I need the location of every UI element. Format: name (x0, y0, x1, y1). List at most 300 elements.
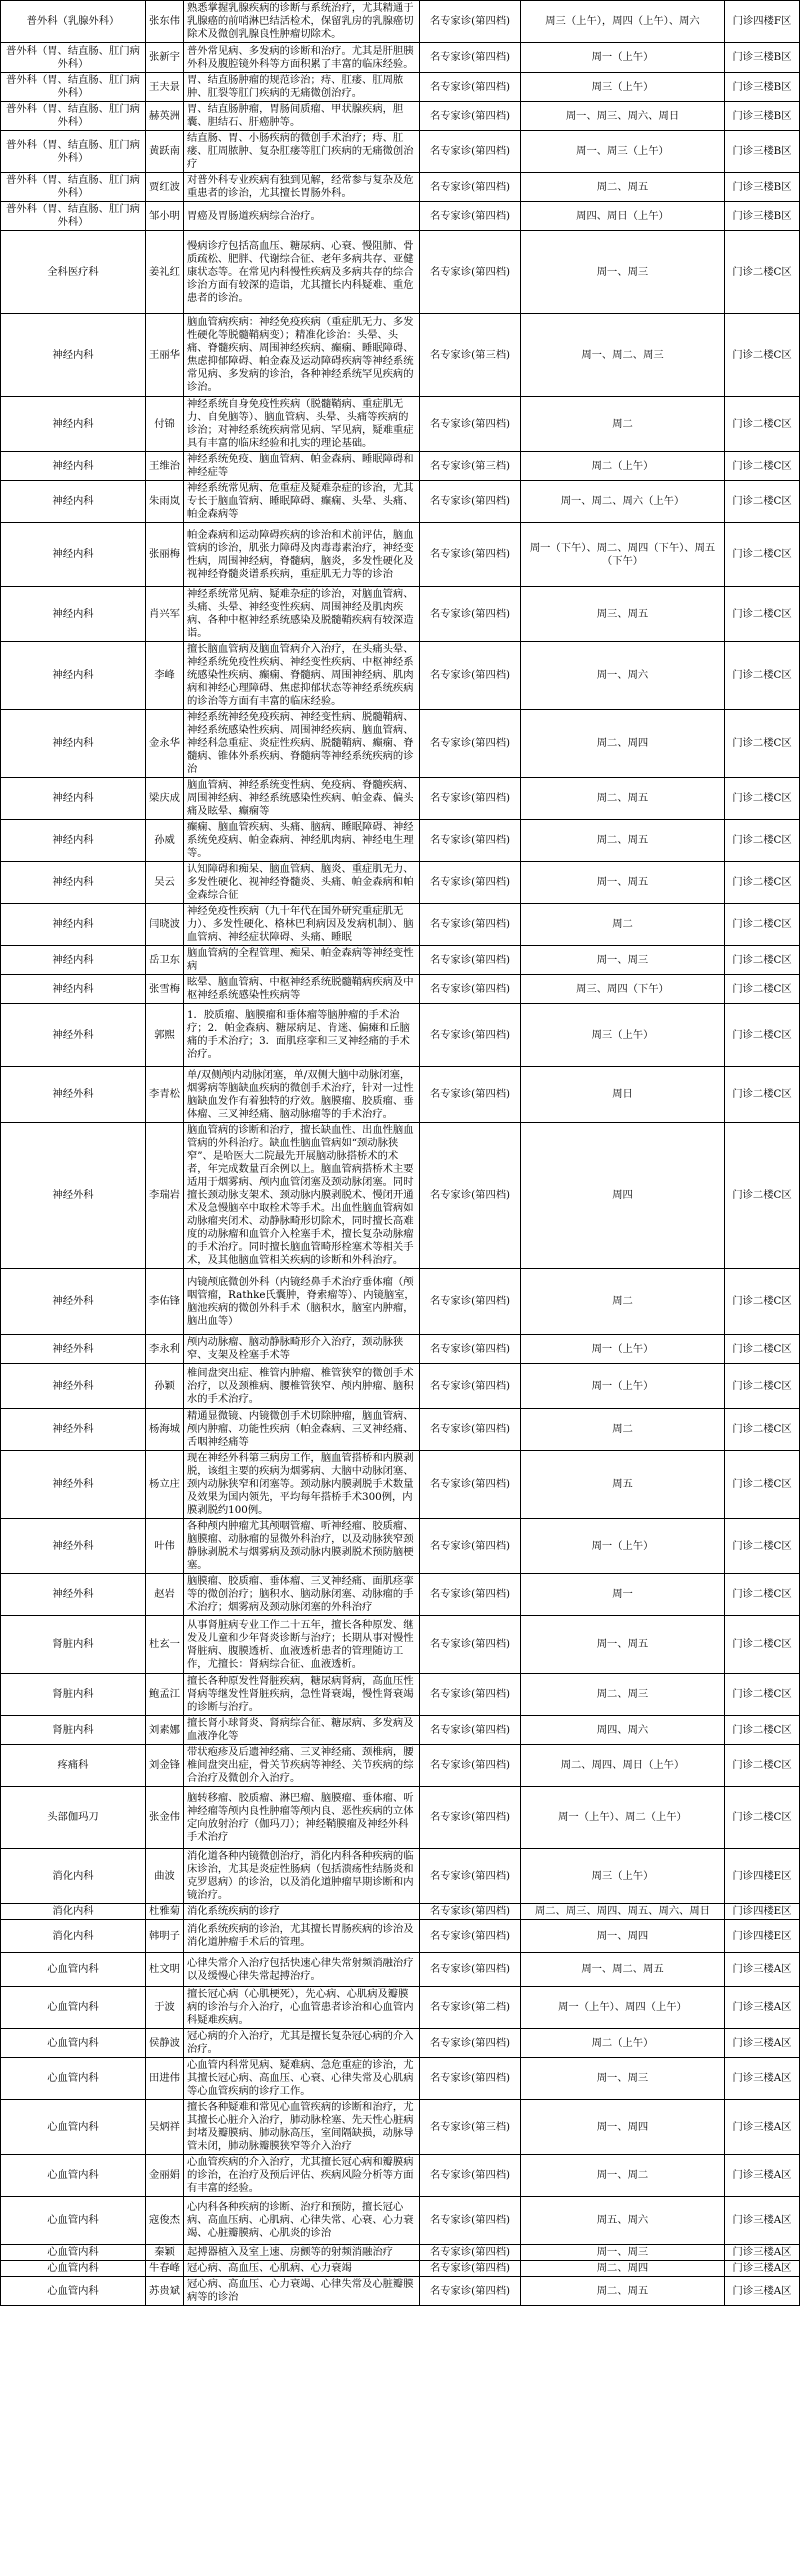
doctor-name-cell: 杨海城 (146, 1409, 184, 1451)
table-row (1, 102, 800, 131)
clinic-level-cell: 名专家诊(第四档) (420, 73, 521, 102)
department-cell: 神经内科 (1, 862, 146, 904)
department-cell: 心血管内科 (1, 2245, 146, 2261)
table-row (1, 1674, 800, 1716)
specialty-cell: 脑转移瘤、胶质瘤、淋巴瘤、脑膜瘤、垂体瘤、听神经瘤等颅内良性肿瘤等颅内良、恶性疾病的立体定向放射治疗（伽玛刀）；神经鞘膜瘤及神经外科手术治疗 (184, 1787, 420, 1849)
schedule-cell: 周二 (521, 1409, 725, 1451)
location-cell: 门诊二楼C区 (725, 642, 800, 710)
table-row (1, 778, 800, 820)
location-cell: 门诊三楼A区 (725, 1987, 800, 2029)
department-cell: 肾脏内科 (1, 1674, 146, 1716)
schedule-cell: 周四、周日（上午） (521, 202, 725, 231)
schedule-cell: 周一、周三 (521, 2245, 725, 2261)
clinic-level-cell: 名专家诊(第四档) (420, 1574, 521, 1616)
clinic-level-cell: 名专家诊(第四档) (420, 2277, 521, 2306)
schedule-cell: 周一、周四 (521, 1920, 725, 1953)
location-cell: 门诊三楼B区 (725, 202, 800, 231)
doctor-name-cell: 鲍孟江 (146, 1674, 184, 1716)
department-cell: 神经内科 (1, 314, 146, 397)
doctor-name-cell: 张新宇 (146, 43, 184, 73)
department-cell: 普外科（胃、结直肠、肛门病外科） (1, 102, 146, 131)
specialty-cell: 颅内动脉瘤、脑动静脉畸形介入治疗，颈动脉狭窄、支架及栓塞手术等 (184, 1335, 420, 1364)
table-row (1, 231, 800, 314)
clinic-level-cell: 名专家诊(第四档) (420, 1674, 521, 1716)
clinic-level-cell: 名专家诊(第四档) (420, 1335, 521, 1364)
location-cell: 门诊三楼A区 (725, 2197, 800, 2245)
schedule-cell: 周一（上午） (521, 1335, 725, 1364)
department-cell: 心血管内科 (1, 1953, 146, 1987)
department-cell: 普外科（胃、结直肠、肛门病外科） (1, 131, 146, 173)
clinic-level-cell: 名专家诊(第四档) (420, 1519, 521, 1574)
clinic-level-cell: 名专家诊(第三档) (420, 314, 521, 397)
schedule-cell: 周二、周四 (521, 2261, 725, 2277)
table-row (1, 314, 800, 397)
clinic-level-cell: 名专家诊(第四档) (420, 2197, 521, 2245)
clinic-level-cell: 名专家诊(第四档) (420, 975, 521, 1004)
schedule-cell: 周三（上午） (521, 1849, 725, 1904)
location-cell: 门诊二楼C区 (725, 1519, 800, 1574)
department-cell: 神经外科 (1, 1519, 146, 1574)
table-row (1, 1920, 800, 1953)
specialty-cell: 脑血管病疾病：神经免疫疾病（重症肌无力、多发性硬化等脱髓鞘病变）；精准化诊治：头晕、头痛、脊髓疾病、周围神经疾病、癫痫、睡眠障碍、焦虑抑郁障碍、帕金森及运动障碍疾病等神经系统常见病、多发病的诊治，各种神经系统罕见疾病的诊治。 (184, 314, 420, 397)
location-cell: 门诊二楼C区 (725, 452, 800, 481)
table-row (1, 2245, 800, 2261)
doctor-name-cell: 叶伟 (146, 1519, 184, 1574)
table-row (1, 2197, 800, 2245)
doctor-name-cell: 张东伟 (146, 1, 184, 43)
location-cell: 门诊三楼A区 (725, 2058, 800, 2100)
specialty-cell: 椎间盘突出症、椎管内肿瘤、椎管狭窄的微创手术治疗，以及颈椎病、腰椎管狭窄、颅内肿瘤、脑积水的手术治疗。 (184, 1364, 420, 1409)
doctor-name-cell: 寇俊杰 (146, 2197, 184, 2245)
doctor-name-cell: 黄跃南 (146, 131, 184, 173)
table-row (1, 1269, 800, 1335)
schedule-cell: 周二 (521, 397, 725, 452)
doctor-name-cell: 杜文明 (146, 1953, 184, 1987)
schedule-cell: 周一、周三（上午） (521, 131, 725, 173)
table-row (1, 1364, 800, 1409)
schedule-cell: 周三（上午） (521, 73, 725, 102)
doctor-name-cell: 赫英洲 (146, 102, 184, 131)
location-cell: 门诊二楼C区 (725, 1616, 800, 1674)
specialty-cell: 熟悉掌握乳腺疾病的诊断与系统治疗，尤其精通于乳腺癌的前哨淋巴结活检术，保留乳房的乳腺癌切除术及微创乳腺良性肿瘤切除术。 (184, 1, 420, 43)
location-cell: 门诊三楼B区 (725, 73, 800, 102)
department-cell: 神经内科 (1, 778, 146, 820)
table-row (1, 710, 800, 778)
table-row (1, 820, 800, 862)
specialty-cell: 内镜颅底微创外科（内镜经鼻手术治疗垂体瘤（颅咽管瘤，Rathke氏囊肿，脊索瘤等）、内镜脑室，脑池疾病的微创外科手术（脑积水，脑室内肿瘤，脑出血等） (184, 1269, 420, 1335)
doctor-name-cell: 李佑锋 (146, 1269, 184, 1335)
schedule-cell: 周一、周五 (521, 862, 725, 904)
specialty-cell: 神经系统神经免疫疾病、神经变性病、脱髓鞘病、神经系统感染性疾病、周围神经疾病、脑血管病、神经科急重症、炎症性疾病、脱髓鞘病、癫痫、脊髓病、锥体外系疾病、脊髓病等神经系统疾病的诊治 (184, 710, 420, 778)
schedule-cell: 周二、周三、周四、周五、周六、周日 (521, 1904, 725, 1920)
table-row (1, 1716, 800, 1745)
table-row (1, 1123, 800, 1269)
clinic-level-cell: 名专家诊(第四档) (420, 1920, 521, 1953)
clinic-level-cell: 名专家诊(第四档) (420, 173, 521, 202)
location-cell: 门诊四楼E区 (725, 1904, 800, 1920)
doctor-name-cell: 张丽梅 (146, 523, 184, 587)
doctor-name-cell: 金丽娟 (146, 2155, 184, 2197)
department-cell: 消化内科 (1, 1904, 146, 1920)
schedule-cell: 周二、周五 (521, 820, 725, 862)
table-row (1, 1335, 800, 1364)
location-cell: 门诊三楼A区 (725, 2261, 800, 2277)
doctor-name-cell: 李永利 (146, 1335, 184, 1364)
location-cell: 门诊二楼C区 (725, 231, 800, 314)
location-cell: 门诊三楼A区 (725, 2245, 800, 2261)
clinic-level-cell: 名专家诊(第四档) (420, 1953, 521, 1987)
doctor-name-cell: 赵岩 (146, 1574, 184, 1616)
table-row (1, 1519, 800, 1574)
doctor-name-cell: 侯静波 (146, 2029, 184, 2058)
specialty-cell: 对普外科专业疾病有独到见解，经常参与复杂及危重患者的诊治，尤其擅长胃肠外科。 (184, 173, 420, 202)
table-row (1, 1745, 800, 1787)
specialty-cell: 胃、结直肠肿瘤的规范诊治；痔、肛瘘、肛周脓肿、肛裂等肛门疾病的无痛微创治疗。 (184, 73, 420, 102)
doctor-name-cell: 闫晓波 (146, 904, 184, 946)
schedule-cell: 周二、周四、周日（上午） (521, 1745, 725, 1787)
clinic-level-cell: 名专家诊(第四档) (420, 102, 521, 131)
department-cell: 消化内科 (1, 1849, 146, 1904)
table-row (1, 1904, 800, 1920)
department-cell: 心血管内科 (1, 2197, 146, 2245)
location-cell: 门诊二楼C区 (725, 820, 800, 862)
specialty-cell: 心内科各种疾病的诊断、治疗和预防，擅长冠心病、高血压病、心肌病、心律失常、心衰、心力衰竭、心脏瓣膜病、心肌炎的诊治 (184, 2197, 420, 2245)
department-cell: 心血管内科 (1, 2277, 146, 2306)
schedule-cell: 周一（上午） (521, 1364, 725, 1409)
doctor-name-cell: 杜玄一 (146, 1616, 184, 1674)
specialty-cell: 癫痫、脑血管疾病、头痛、脑病、睡眠障碍、神经系统免疫病、帕金森病、神经肌肉病、神经电生理等。 (184, 820, 420, 862)
doctor-name-cell: 王维治 (146, 452, 184, 481)
location-cell: 门诊四楼F区 (725, 1, 800, 43)
specialty-cell: 从事肾脏病专业工作二十五年，擅长各种原发、继发及儿童和少年肾炎诊断与治疗；长期从事对慢性肾脏病、腹膜透析、血液透析患者的管理随访工作，尤擅长：肾病综合征、血液透析。 (184, 1616, 420, 1674)
clinic-level-cell: 名专家诊(第四档) (420, 587, 521, 642)
department-cell: 神经内科 (1, 820, 146, 862)
location-cell: 门诊二楼C区 (725, 587, 800, 642)
table-row (1, 904, 800, 946)
table-row (1, 2261, 800, 2277)
schedule-cell: 周三、周五 (521, 587, 725, 642)
specialty-cell: 擅长脑血管病及脑血管病介入治疗，在头痛头晕、神经系统免疫性疾病、神经变性疾病、中枢神经系统感染性疾病、癫痫、脊髓病、周围神经病、肌肉病和神经心理障碍、焦虑抑郁状态等神经系统疾病的诊治等方面有丰富的临床经验。 (184, 642, 420, 710)
table-row (1, 523, 800, 587)
table-row (1, 1451, 800, 1519)
table-row (1, 2277, 800, 2306)
doctor-name-cell: 王丽华 (146, 314, 184, 397)
clinic-level-cell: 名专家诊(第四档) (420, 481, 521, 523)
clinic-level-cell: 名专家诊(第四档) (420, 1616, 521, 1674)
location-cell: 门诊二楼C区 (725, 975, 800, 1004)
schedule-cell: 周三（上午），周四（上午）、周六 (521, 1, 725, 43)
specialty-cell: 心血管疾病的介入治疗，尤其擅长冠心病和瓣膜病的诊治，在治疗及预后评估、疾病风险分析等方面有丰富的经验。 (184, 2155, 420, 2197)
clinic-level-cell: 名专家诊(第四档) (420, 1716, 521, 1745)
clinic-level-cell: 名专家诊(第四档) (420, 778, 521, 820)
department-cell: 神经外科 (1, 1004, 146, 1067)
clinic-level-cell: 名专家诊(第四档) (420, 1409, 521, 1451)
department-cell: 普外科（胃、结直肠、肛门病外科） (1, 43, 146, 73)
clinic-level-cell: 名专家诊(第四档) (420, 642, 521, 710)
department-cell: 神经外科 (1, 1451, 146, 1519)
specialty-cell: 冠心病、高血压、心力衰竭、心律失常及心脏瓣膜病等的诊治 (184, 2277, 420, 2306)
specialty-cell: 认知障碍和痴呆、脑血管病、脑炎、重症肌无力、多发性硬化、视神经脊髓炎、头痛、帕金森病和帕金森综合征 (184, 862, 420, 904)
table-row (1, 202, 800, 231)
department-cell: 神经内科 (1, 710, 146, 778)
department-cell: 神经内科 (1, 946, 146, 975)
specialty-cell: 眩晕、脑血管病、中枢神经系统脱髓鞘病疾病及中枢神经系统感染性疾病等 (184, 975, 420, 1004)
specialty-cell: 擅长肾小球肾炎、肾病综合征、糖尿病、多发病及血液净化等 (184, 1716, 420, 1745)
schedule-cell: 周三、周四（下午） (521, 975, 725, 1004)
schedule-cell: 周一 (521, 1574, 725, 1616)
clinic-level-cell: 名专家诊(第二档) (420, 1987, 521, 2029)
schedule-cell: 周二、周五 (521, 778, 725, 820)
schedule-cell: 周四、周六 (521, 1716, 725, 1745)
location-cell: 门诊二楼C区 (725, 1451, 800, 1519)
specialty-cell: 慢病诊疗包括高血压、糖尿病、心衰、慢阻肺、骨质疏松、肥胖、代谢综合征、老年多病共存、亚健康状态等。在常见内科慢性疾病及多病共存的综合诊治方面有较深的造诣，尤其擅长内科疑难、重危患者的诊治。 (184, 231, 420, 314)
specialty-cell: 脑膜瘤、胶质瘤、垂体瘤、三叉神经痛、面肌痉挛等的微创治疗；脑积水、脑动脉闭塞、动脉瘤的手术治疗；烟雾病及颈动脉闭塞的外科治疗 (184, 1574, 420, 1616)
table-row (1, 1849, 800, 1904)
department-cell: 神经外科 (1, 1364, 146, 1409)
table-row (1, 1787, 800, 1849)
schedule-cell: 周二、周三 (521, 1674, 725, 1716)
schedule-cell: 周二 (521, 1269, 725, 1335)
table-row (1, 73, 800, 102)
table-row (1, 173, 800, 202)
schedule-cell: 周四 (521, 1123, 725, 1269)
schedule-cell: 周一（上午） (521, 43, 725, 73)
doctor-name-cell: 刘素娜 (146, 1716, 184, 1745)
location-cell: 门诊二楼C区 (725, 1745, 800, 1787)
table-row (1, 1987, 800, 2029)
doctor-name-cell: 杨立庄 (146, 1451, 184, 1519)
table-row (1, 975, 800, 1004)
table-row (1, 1953, 800, 1987)
doctor-name-cell: 曲波 (146, 1849, 184, 1904)
department-cell: 神经内科 (1, 397, 146, 452)
schedule-cell: 周二 (521, 904, 725, 946)
table-row (1, 2155, 800, 2197)
specialty-cell: 普外常见病、多发病的诊断和治疗。尤其是肝胆胰外科及腹腔镜外科等方面积累了丰富的临床经验。 (184, 43, 420, 73)
table-row (1, 481, 800, 523)
specialty-cell: 胃、结直肠肿瘤，胃肠间质瘤、甲状腺疾病，胆囊、胆结石、肝癌肿等。 (184, 102, 420, 131)
schedule-cell: 周二（上午） (521, 452, 725, 481)
location-cell: 门诊二楼C区 (725, 1004, 800, 1067)
doctor-name-cell: 王夫景 (146, 73, 184, 102)
location-cell: 门诊二楼C区 (725, 523, 800, 587)
specialty-cell: 带状疱疹及后遗神经痛、三叉神经痛、颈椎病，腰椎间盘突出症，骨关节疾病等神经、关节疾病的综合治疗及微创介入治疗。 (184, 1745, 420, 1787)
clinic-level-cell: 名专家诊(第四档) (420, 946, 521, 975)
doctor-name-cell: 张金伟 (146, 1787, 184, 1849)
clinic-level-cell: 名专家诊(第四档) (420, 397, 521, 452)
schedule-cell: 周一、周六 (521, 642, 725, 710)
doctor-name-cell: 邹小明 (146, 202, 184, 231)
doctor-name-cell: 苏贵斌 (146, 2277, 184, 2306)
department-cell: 神经内科 (1, 481, 146, 523)
department-cell: 神经内科 (1, 452, 146, 481)
schedule-cell: 周二、周五 (521, 2277, 725, 2306)
location-cell: 门诊二楼C区 (725, 904, 800, 946)
location-cell: 门诊三楼A区 (725, 1953, 800, 1987)
doctor-name-cell: 肖兴军 (146, 587, 184, 642)
specialty-cell: 各种颅内肿瘤尤其颅咽管瘤、听神经瘤、胶质瘤、脑膜瘤、动脉瘤的显微外科治疗，以及动脉狭窄颈静脉剥脱术与烟雾病及颈动脉内膜剥脱术预防脑梗塞。 (184, 1519, 420, 1574)
table-row (1, 1, 800, 43)
table-row (1, 642, 800, 710)
department-cell: 神经外科 (1, 1123, 146, 1269)
doctor-name-cell: 孙威 (146, 820, 184, 862)
specialty-cell: 脑血管病、神经系统变性病、免疫病、脊髓疾病、周围神经病、神经系统感染性疾病、帕金森、偏头痛及眩晕、癫痫等 (184, 778, 420, 820)
doctor-name-cell: 郭熙 (146, 1004, 184, 1067)
specialty-cell: 脑血管病的诊断和治疗，擅长缺血性、出血性脑血管病的外科治疗。缺血性脑血管病如“颈动脉狭窄”、是哈医大二院最先开展脑动脉搭桥术的术者，年完成数量百余例以上。脑血管病搭桥术主要适用于烟雾病、颅内血管闭塞及颈动脉闭塞。同时擅长颈动脉支架术、颈动脉内膜剥脱术、慢闭开通术及急慢脑卒中取栓术等手术。出血性脑血管病如动脉瘤夹闭术、动静脉畸形切除术，同时擅长高难度的动脉瘤和血管介入栓塞手术，擅长复杂动脉瘤的手术治疗。同时擅长脑血管畸形栓塞术等相关手术，及其他脑血管相关疾病的诊断和外科治疗。 (184, 1123, 420, 1269)
location-cell: 门诊二楼C区 (725, 710, 800, 778)
location-cell: 门诊二楼C区 (725, 1364, 800, 1409)
specialty-cell: 神经免疫性疾病（九十年代在国外研究重症肌无力）、多发性硬化、格林巴利病因及发病机制）、脑血管病、神经症状障碍、头痛、睡眠 (184, 904, 420, 946)
specialty-cell: 神经系统免疫、脑血管病、帕金森病、睡眠障碍和神经症等 (184, 452, 420, 481)
table-row (1, 1409, 800, 1451)
specialty-cell: 1．胶质瘤、脑膜瘤和垂体瘤等脑肿瘤的手术治疗；2．帕金森病、糖尿病足、肯迷、偏瘫和丘脑痛的手术治疗；3．面肌痉挛和三叉神经痛的手术治疗。 (184, 1004, 420, 1067)
department-cell: 全科医疗科 (1, 231, 146, 314)
schedule-cell: 周一（上午）、周二（上午） (521, 1787, 725, 1849)
clinic-level-cell: 名专家诊(第四档) (420, 2155, 521, 2197)
specialty-cell: 冠心病的介入治疗，尤其是擅长复杂冠心病的介入治疗。 (184, 2029, 420, 2058)
department-cell: 普外科（胃、结直肠、肛门病外科） (1, 73, 146, 102)
doctor-name-cell: 韩明子 (146, 1920, 184, 1953)
table-row (1, 2058, 800, 2100)
location-cell: 门诊二楼C区 (725, 946, 800, 975)
location-cell: 门诊二楼C区 (725, 1674, 800, 1716)
doctor-name-cell: 朱雨岚 (146, 481, 184, 523)
clinic-level-cell: 名专家诊(第四档) (420, 43, 521, 73)
schedule-cell: 周二（上午） (521, 2029, 725, 2058)
clinic-level-cell: 名专家诊(第四档) (420, 202, 521, 231)
table-row (1, 1616, 800, 1674)
doctor-name-cell: 牛春峰 (146, 2261, 184, 2277)
specialty-cell: 结直肠、胃、小肠疾病的微创手术治疗；痔、肛瘘、肛周脓肿、复杂肛瘘等肛门疾病的无痛微创治疗 (184, 131, 420, 173)
location-cell: 门诊二楼C区 (725, 314, 800, 397)
clinic-level-cell: 名专家诊(第四档) (420, 1745, 521, 1787)
specialty-cell: 单/双侧颅内动脉闭塞，单/双侧大脑中动脉闭塞，烟雾病等脑缺血疾病的微创手术治疗，针对一过性脑缺血发作有着独特的疗效。脑膜瘤、胶质瘤、垂体瘤、三叉神经痛、脑动脉瘤等的手术治疗。 (184, 1067, 420, 1123)
doctor-name-cell: 付锦 (146, 397, 184, 452)
doctor-name-cell: 吴云 (146, 862, 184, 904)
specialty-cell: 消化道各种内镜微创治疗，消化内科各种疾病的临床诊治，尤其是炎症性肠病（包括溃疡性结肠炎和克罗恩病）的诊治，以及消化道肿瘤早期诊断和内镜治疗。 (184, 1849, 420, 1904)
table-row (1, 397, 800, 452)
clinic-level-cell: 名专家诊(第四档) (420, 904, 521, 946)
location-cell: 门诊三楼B区 (725, 102, 800, 131)
specialty-cell: 心律失常介入治疗包括快速心律失常射频消融治疗以及缓慢心律失常起搏治疗。 (184, 1953, 420, 1987)
department-cell: 心血管内科 (1, 2058, 146, 2100)
doctor-name-cell: 于波 (146, 1987, 184, 2029)
schedule-cell: 周一、周三 (521, 231, 725, 314)
table-row (1, 2100, 800, 2155)
department-cell: 心血管内科 (1, 2155, 146, 2197)
department-cell: 消化内科 (1, 1920, 146, 1953)
location-cell: 门诊二楼C区 (725, 1067, 800, 1123)
specialty-cell: 胃癌及胃肠道疾病综合治疗。 (184, 202, 420, 231)
table-row (1, 2029, 800, 2058)
location-cell: 门诊三楼A区 (725, 2029, 800, 2058)
specialty-cell: 脑血管病的全程管理、痴呆、帕金森病等神经变性病 (184, 946, 420, 975)
department-cell: 神经内科 (1, 642, 146, 710)
doctor-name-cell: 张雪梅 (146, 975, 184, 1004)
table-row (1, 587, 800, 642)
clinic-level-cell: 名专家诊(第四档) (420, 1904, 521, 1920)
schedule-cell: 周一（上午） (521, 1519, 725, 1574)
table-row (1, 452, 800, 481)
schedule-cell: 周三（上午） (521, 1004, 725, 1067)
doctor-name-cell: 李青松 (146, 1067, 184, 1123)
department-cell: 神经内科 (1, 904, 146, 946)
clinic-level-cell: 名专家诊(第四档) (420, 820, 521, 862)
doctor-name-cell: 刘金锋 (146, 1745, 184, 1787)
clinic-level-cell: 名专家诊(第四档) (420, 1451, 521, 1519)
department-cell: 神经外科 (1, 1067, 146, 1123)
schedule-cell: 周一、周二、周三 (521, 314, 725, 397)
location-cell: 门诊二楼C区 (725, 1269, 800, 1335)
doctor-name-cell: 孙颖 (146, 1364, 184, 1409)
table-row (1, 43, 800, 73)
department-cell: 神经外科 (1, 1409, 146, 1451)
specialty-cell: 消化系统疾病的诊疗 (184, 1904, 420, 1920)
clinic-level-cell: 名专家诊(第四档) (420, 131, 521, 173)
doctor-name-cell: 杜雅菊 (146, 1904, 184, 1920)
clinic-level-cell: 名专家诊(第四档) (420, 523, 521, 587)
schedule-cell: 周一、周四 (521, 2100, 725, 2155)
doctor-name-cell: 贾红波 (146, 173, 184, 202)
clinic-level-cell: 名专家诊(第四档) (420, 1787, 521, 1849)
specialty-cell: 消化系统疾病的诊治，尤其擅长胃肠疾病的诊治及消化道肿瘤手术后的管理。 (184, 1920, 420, 1953)
department-cell: 神经内科 (1, 587, 146, 642)
department-cell: 普外科（胃、结直肠、肛门病外科） (1, 173, 146, 202)
department-cell: 心血管内科 (1, 2029, 146, 2058)
specialty-cell: 冠心病、高血压、心肌病、心力衰竭 (184, 2261, 420, 2277)
schedule-cell: 周一（下午）、周二、周四（下午）、周五（下午） (521, 523, 725, 587)
clinic-level-cell: 名专家诊(第四档) (420, 1067, 521, 1123)
doctor-name-cell: 李瑞岩 (146, 1123, 184, 1269)
clinic-level-cell: 名专家诊(第四档) (420, 2261, 521, 2277)
table-row (1, 1067, 800, 1123)
clinic-level-cell: 名专家诊(第四档) (420, 1004, 521, 1067)
clinic-level-cell: 名专家诊(第三档) (420, 2100, 521, 2155)
clinic-level-cell: 名专家诊(第四档) (420, 1, 521, 43)
location-cell: 门诊二楼C区 (725, 1335, 800, 1364)
department-cell: 神经外科 (1, 1335, 146, 1364)
schedule-cell: 周二、周五 (521, 173, 725, 202)
clinic-level-cell: 名专家诊(第三档) (420, 452, 521, 481)
specialty-cell: 擅长冠心病（心肌梗死），先心病、心肌病及瓣膜病的诊治与介入治疗，心血管患者诊治和心血管内科疑难疾病。 (184, 1987, 420, 2029)
doctor-name-cell: 金永华 (146, 710, 184, 778)
location-cell: 门诊二楼C区 (725, 1409, 800, 1451)
location-cell: 门诊二楼C区 (725, 1123, 800, 1269)
location-cell: 门诊三楼A区 (725, 2100, 800, 2155)
schedule-cell: 周一、周三、周六、周日 (521, 102, 725, 131)
schedule-cell: 周一（上午）、周四（上午） (521, 1987, 725, 2029)
department-cell: 疼痛科 (1, 1745, 146, 1787)
location-cell: 门诊三楼B区 (725, 43, 800, 73)
doctor-name-cell: 秦颖 (146, 2245, 184, 2261)
location-cell: 门诊三楼B区 (725, 173, 800, 202)
clinic-level-cell: 名专家诊(第四档) (420, 2029, 521, 2058)
schedule-cell: 周一、周二 (521, 2155, 725, 2197)
table-row (1, 131, 800, 173)
location-cell: 门诊四楼E区 (725, 1920, 800, 1953)
doctor-name-cell: 田进伟 (146, 2058, 184, 2100)
specialty-cell: 心血管内科常见病、疑难病、急危重症的诊治，尤其擅长冠心病、高血压、心衰、心律失常及心肌病等心血管疾病的诊疗工作。 (184, 2058, 420, 2100)
specialty-cell: 擅长各种疑难和常见心血管疾病的诊断和治疗，尤其擅长心脏介入治疗，肺动脉栓塞、先天性心脏病封堵及瓣膜病、肺动脉高压，室间隔缺损，动脉导管未闭，肺动脉瓣膜狭窄等介入治疗 (184, 2100, 420, 2155)
clinic-level-cell: 名专家诊(第四档) (420, 1849, 521, 1904)
clinic-level-cell: 名专家诊(第四档) (420, 1123, 521, 1269)
clinic-level-cell: 名专家诊(第四档) (420, 231, 521, 314)
doctor-name-cell: 岳卫东 (146, 946, 184, 975)
specialty-cell: 起搏器植入及室上速、房颤等的射频消融治疗 (184, 2245, 420, 2261)
clinic-level-cell: 名专家诊(第四档) (420, 1269, 521, 1335)
location-cell: 门诊二楼C区 (725, 778, 800, 820)
department-cell: 普外科（乳腺外科） (1, 1, 146, 43)
